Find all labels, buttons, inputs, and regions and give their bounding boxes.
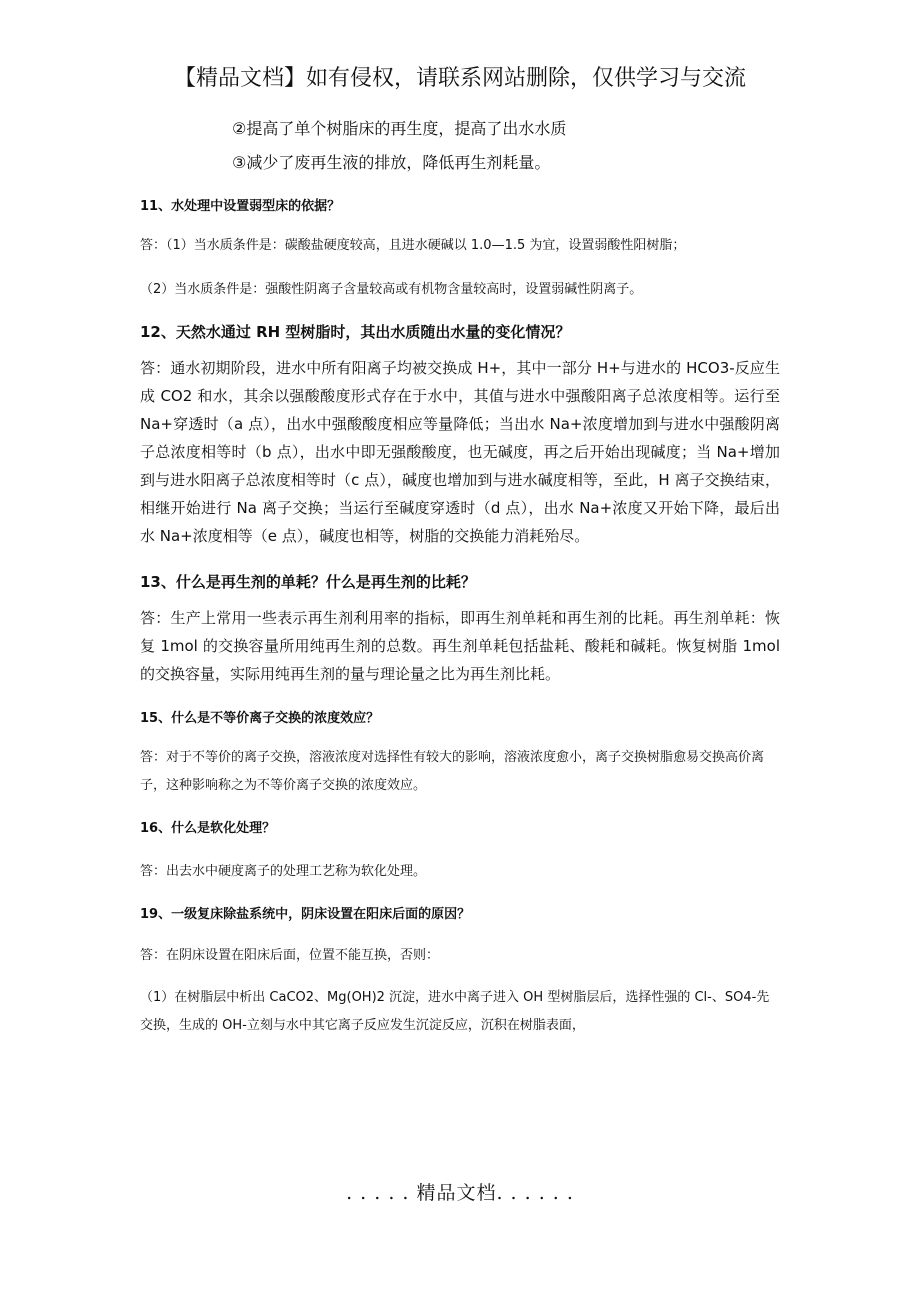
section-heading: 12、天然水通过 RH 型树脂时，其出水质随出水量的变化情况？ xyxy=(140,323,571,341)
section-heading: 13、什么是再生剂的单耗？什么是再生剂的比耗？ xyxy=(140,573,476,591)
paragraph: 答：（1）当水质条件是：碳酸盐硬度较高，且进水硬碱以 1.0—1.5 为宜，设置弱酸性阳树脂； xyxy=(140,238,686,253)
paragraph: （2）当水质条件是：强酸性阴离子含量较高或有机物含量较高时，设置弱碱性阴离子。 xyxy=(140,282,643,297)
page-footer: . . . . . 精品文档. . . . . . xyxy=(346,1182,574,1204)
paragraph: 答：生产上常用一些表示再生剂利用率的指标，即再生剂单耗和再生剂的比耗。再生剂单耗：恢复 1mol 的交换容量所用纯再生剂的总数。再生剂单耗包括盐耗、酸耗和碱耗。恢复树脂 1mol 的交换容量，实际用纯再生剂的量与理论量之比为再生剂比耗。 xyxy=(140,609,780,683)
paragraph: （1）在树脂层中析出 CaCO2、Mg(OH)2 沉淀，进水中离子进入 OH 型树脂层后，选择性强的 Cl-、SO4-先交换，生成的 OH-立刻与水中其它离子反应发生沉淀反应，沉积在树脂表面， xyxy=(140,990,770,1033)
paragraph: 答：对于不等价的离子交换，溶液浓度对选择性有较大的影响，溶液浓度愈小，离子交换树脂愈易交换高价离子，这种影响称之为不等价离子交换的浓度效应。 xyxy=(140,750,765,793)
section-heading: 15、什么是不等价离子交换的浓度效应？ xyxy=(140,711,380,726)
list-item: ②提高了单个树脂床的再生度，提高了出水水质 xyxy=(232,119,567,138)
page-header: 【精品文档】如有侵权，请联系网站删除，仅供学习与交流 xyxy=(173,66,746,91)
list-item: ③减少了废再生液的排放，降低再生剂耗量。 xyxy=(232,153,551,172)
section-heading: 11、水处理中设置弱型床的依据？ xyxy=(140,199,341,214)
section-heading: 16、什么是软化处理？ xyxy=(140,821,276,836)
section-heading: 19、一级复床除盐系统中，阴床设置在阳床后面的原因？ xyxy=(140,907,471,922)
paragraph: 答：在阴床设置在阳床后面，位置不能互换，否则： xyxy=(140,948,440,963)
paragraph: 答：通水初期阶段，进水中所有阳离子均被交换成 H+，其中一部分 H+与进水的 HCO3-反应生成 CO2 和水，其余以强酸酸度形式存在于水中，其值与进水中强酸阳离子总浓度相等。运行至 Na+穿透时（a 点），出水中强酸酸度相应等量降低；当出水 Na+浓度增加到与进水中强酸阴离子总浓度相等时（b 点），出水中即无强酸酸度，也无碱度，再之后开始出现碱度；当 Na+增加到与进水阳离子总浓度相等时（c 点），碱度也增加到与进水碱度相等，至此，H 离子交换结束，相继开始进行 Na 离子交换；当运行至碱度穿透时（d 点），出水 Na+浓度又开始下降，最后出水 Na+浓度相等（e 点），碱度也相等，树脂的交换能力消耗殆尽。 xyxy=(140,359,780,545)
paragraph: 答：出去水中硬度离子的处理工艺称为软化处理。 xyxy=(140,864,427,879)
document-body xyxy=(140,112,780,1040)
